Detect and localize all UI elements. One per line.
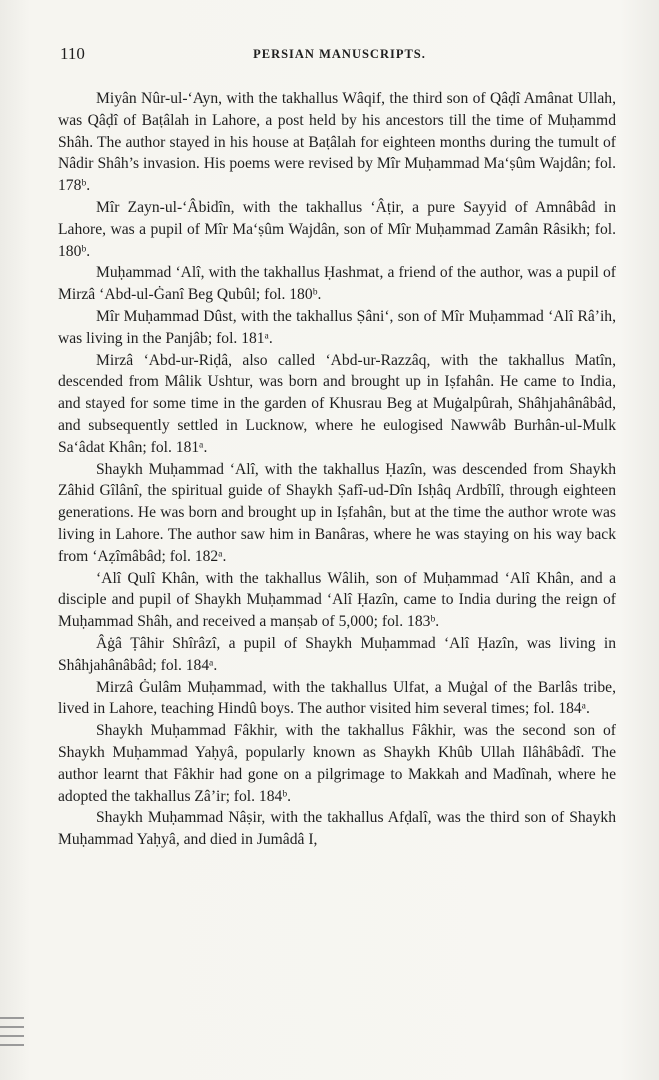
edge-mark — [0, 1035, 24, 1037]
paragraph-fakhir: Shaykh Muḥammad Fâkhir, with the takhallus Fâkhir, was the second son of Shaykh Muḥammad Yaḥyâ, popularly known as Shaykh Khûb Ullah Ilâhâbâdî. The author learnt that Fâkhir had gone on a pilgrimage to Makkah and Madînah, where he adopted the takhallus Zâʼir; fol. 184ᵇ. — [58, 722, 616, 805]
paragraph-walih: ʻAlî Qulî Khân, with the takhallus Wâlih, son of Muḥammad ʻAlî Khân, and a disciple and pupil of Shaykh Muḥammad ʻAlî Ḥazîn, came to India during the reign of Muḥammad Shâh, and received a manṣab of 5,000; fol. 183ᵇ. — [58, 569, 616, 631]
page-number: 110 — [60, 44, 85, 63]
body-text — [58, 88, 616, 851]
edge-mark — [0, 1017, 24, 1019]
paragraph-afdali: Shaykh Muḥammad Nâṣir, with the takhallus Afḍalî, was the third son of Shaykh Muḥammad Yaḥyâ, and died in Jumâdâ I, — [58, 809, 616, 849]
page-edge-marks — [0, 1010, 24, 1070]
paragraph-sani: Mîr Muḥammad Dûst, with the takhallus Ṣâniʻ, son of Mîr Muḥammad ʻAlî Râʼih, was living in the Panjâb; fol. 181ᵃ. — [58, 307, 616, 347]
paragraph-waqif: Miyân Nûr-ul-ʻAyn, with the takhallus Wâqif, the third son of Qâḍî Amânat Ullah, was Qâḍî of Baṭâlah in Lahore, a post held by his ancestors till the time of Muḥammd Shâh. The author stayed in his house at Baṭâlah for eighteen months during the tumult of Nâdir Shâh’s invasion. His poems were revised by Mîr Muḥammad Maʻṣûm Wajdân; fol. 178ᵇ. — [58, 90, 616, 195]
running-head: PERSIAN MANUSCRIPTS. — [253, 47, 426, 61]
paragraph-hazin: Shaykh Muḥammad ʻAlî, with the takhallus Ḥazîn, was descended from Shaykh Zâhid Gîlânî, the spiritual guide of Shaykh Ṣafî-ud-Dîn Isḥâq Ardbîlî, through eighteen generations. He was born and brought up in Iṣfahân, but at the time the author wrote was living in Lahore. The author saw him in Banâras, where he was staying on his way back from ʻAẓîmâbâd; fol. 182ᵃ. — [58, 460, 616, 565]
page-header — [60, 44, 619, 68]
edge-mark — [0, 1026, 24, 1028]
paragraph-ulfat: Mirzâ Ġulâm Muḥammad, with the takhallus Ulfat, a Muġal of the Barlâs tribe, lived in Lahore, teaching Hindû boys. The author visited him several times; fol. 184ᵃ. — [58, 678, 616, 718]
edge-mark — [0, 1044, 24, 1046]
paragraph-tahir: Âġâ Ṭâhir Shîrâzî, a pupil of Shaykh Muḥammad ʻAlî Ḥazîn, was living in Shâhjahânâbâd; fol. 184ᵃ. — [58, 634, 616, 674]
paragraph-hashmat: Muḥammad ʻAlî, with the takhallus Ḥashmat, a friend of the author, was a pupil of Mirzâ ʻAbd-ul-Ġanî Beg Qubûl; fol. 180ᵇ. — [58, 264, 616, 304]
paragraph-atir: Mîr Zayn-ul-ʻÂbidîn, with the takhallus ʻÂṭir, a pure Sayyid of Amnâbâd in Lahore, was a pupil of Mîr Maʻṣûm Wajdân, son of Mîr Muḥammad Zamân Râsikh; fol. 180ᵇ. — [58, 198, 616, 260]
paragraph-matin: Mirzâ ʻAbd-ur-Riḍâ, also called ʻAbd-ur-Razzâq, with the takhallus Matîn, descended from Mâlik Ushtur, was born and brought up in Iṣfahân. He came to India, and stayed for some time in the garden of Khusrau Beg at Muġalpûrah, Shâhjahânâbâd, and subsequently settled in Lucknow, where he eulogised Nawwâb Burhân-ul-Mulk Saʻâdat Khân; fol. 181ᵃ. — [58, 351, 616, 456]
